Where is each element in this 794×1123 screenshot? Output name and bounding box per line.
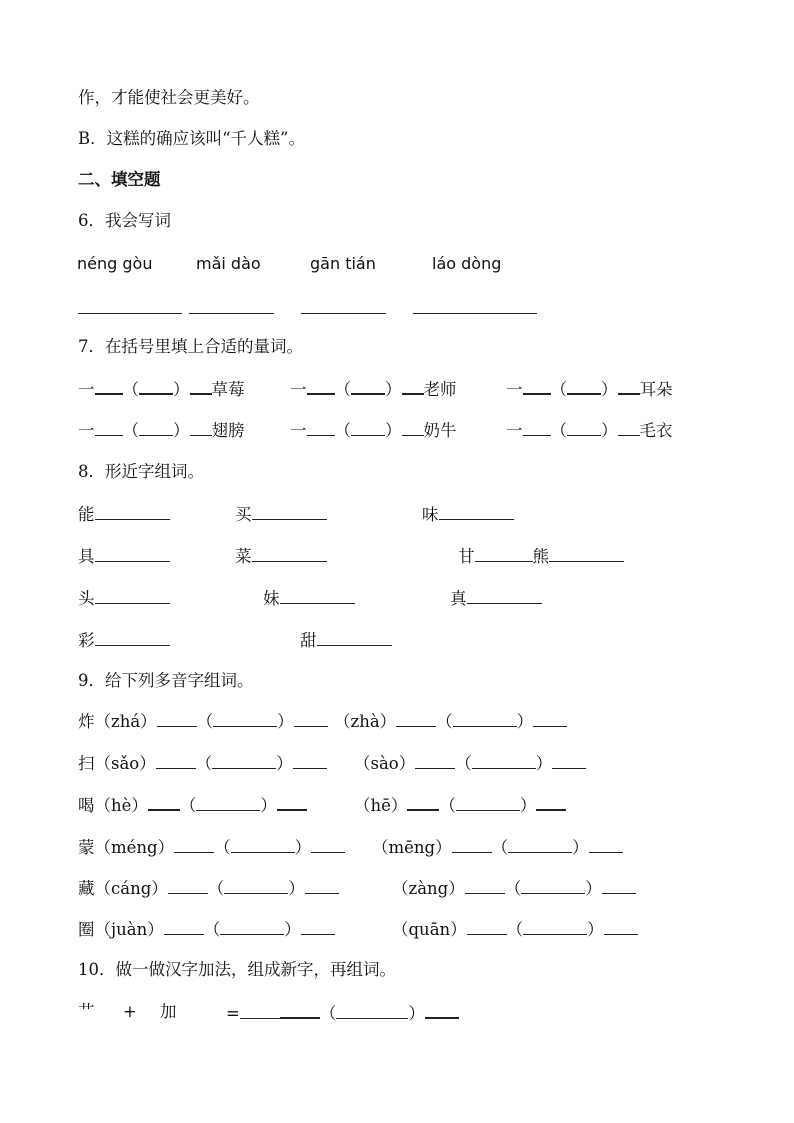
q9-blank[interactable] [407, 793, 439, 811]
q9-blank[interactable] [213, 710, 277, 727]
q10-answer: = （ ） [226, 1001, 459, 1025]
q9-blank[interactable] [533, 710, 567, 727]
q8-item: 妹 [263, 587, 355, 610]
q8-item: 能 [78, 503, 170, 526]
q10-title: 10．做一做汉字加法，组成新字，再组词。 [78, 960, 396, 979]
q7-blank[interactable] [95, 377, 123, 395]
q8-blank[interactable] [317, 629, 392, 646]
q10-plus: + [123, 1002, 137, 1021]
q9-blank[interactable] [293, 752, 327, 769]
q9-blank[interactable] [521, 877, 585, 894]
q8-item: 甘 熊 [458, 545, 624, 568]
q8-blank[interactable] [95, 545, 170, 562]
q9-blank[interactable] [301, 918, 335, 935]
q7-blank[interactable] [190, 419, 212, 436]
q9-blank[interactable] [231, 836, 295, 853]
q8-item: 真 [450, 587, 542, 610]
q8-blank[interactable] [95, 503, 170, 520]
q9-item: （zhà） （ ） [334, 710, 567, 733]
q9-blank[interactable] [168, 877, 208, 894]
section-title: 二、填空题 [78, 170, 161, 189]
q9-blank[interactable] [212, 752, 276, 769]
q8-blank[interactable] [95, 587, 170, 604]
q8-blank[interactable] [280, 587, 355, 604]
q9-blank[interactable] [467, 918, 507, 935]
q10-part2: 加 [160, 1002, 177, 1021]
q8-blank[interactable] [439, 503, 514, 520]
q9-blank[interactable] [604, 918, 638, 935]
q9-blank[interactable] [277, 793, 307, 811]
q9-blank[interactable] [156, 752, 196, 769]
q9-blank[interactable] [452, 836, 492, 853]
q9-blank[interactable] [157, 710, 197, 727]
q6-pinyin-2: mǎi dào [196, 254, 261, 273]
q9-blank[interactable] [148, 793, 180, 811]
q9-blank[interactable] [552, 752, 586, 769]
q10-blank[interactable] [280, 1001, 320, 1019]
q9-blank[interactable] [174, 836, 214, 853]
q9-item: 圈（juàn） （ ） [78, 918, 335, 941]
q9-item: （quān） （ ） [392, 918, 638, 941]
q9-item: 喝（hè） （ ） [78, 793, 307, 817]
q10-blank[interactable] [240, 1002, 280, 1019]
q7-item-3: 一 （ ） 耳朵 [506, 377, 673, 401]
q9-item: （hē） （ ） [354, 793, 566, 817]
continued-text: 作，才能使社会更美好。 [78, 88, 260, 107]
q8-blank[interactable] [252, 503, 327, 520]
q8-blank[interactable] [467, 587, 542, 604]
q7-title: 7．在括号里填上合适的量词。 [78, 337, 303, 356]
q7-blank[interactable] [139, 419, 173, 436]
q8-item: 彩 [78, 629, 170, 652]
q7-item-1: 一 （ ） 草莓 [78, 377, 245, 401]
q7-blank[interactable] [95, 419, 123, 436]
q9-blank[interactable] [224, 877, 288, 894]
q9-blank[interactable] [164, 918, 204, 935]
q9-blank[interactable] [294, 710, 328, 727]
q8-item: 甜 [300, 629, 392, 652]
q8-blank[interactable] [95, 629, 170, 646]
q7-blank[interactable] [190, 377, 212, 395]
q9-blank[interactable] [415, 752, 455, 769]
q7-blank[interactable] [567, 377, 601, 395]
q7-blank[interactable] [402, 377, 424, 395]
q9-blank[interactable] [311, 836, 345, 853]
q8-blank[interactable] [252, 545, 327, 562]
q6-pinyin-4: láo dòng [432, 254, 502, 273]
q6-title: 6．我会写词 [78, 211, 171, 230]
q9-item: （mēng） （ ） [372, 836, 623, 859]
q7-blank[interactable] [618, 419, 640, 436]
q9-blank[interactable] [508, 836, 572, 853]
q8-title: 8．形近字组词。 [78, 462, 204, 481]
q9-blank[interactable] [196, 794, 260, 811]
q8-blank[interactable] [549, 545, 624, 562]
q7-blank[interactable] [351, 377, 385, 395]
q9-blank[interactable] [523, 918, 587, 935]
q7-item-2: 一 （ ） 老师 [290, 377, 457, 401]
q8-item: 头 [78, 587, 170, 610]
q9-title: 9．给下列多音字组词。 [78, 671, 254, 690]
q7-blank[interactable] [402, 419, 424, 436]
q9-blank[interactable] [453, 710, 517, 727]
q7-item-5: 一 （ ） 奶牛 [290, 421, 457, 440]
q10-part1: 艹 [78, 1002, 95, 1021]
q9-item: 蒙（méng） （ ） [78, 836, 345, 859]
q9-item: （zàng） （ ） [392, 877, 636, 900]
q7-blank[interactable] [523, 419, 551, 436]
q7-blank[interactable] [567, 419, 601, 436]
q10-blank[interactable] [336, 1002, 408, 1019]
q8-item: 买 [235, 503, 327, 526]
q9-blank[interactable] [305, 877, 339, 894]
q9-blank[interactable] [472, 752, 536, 769]
q7-blank[interactable] [523, 377, 551, 395]
q8-item: 菜 [235, 545, 327, 568]
q9-blank[interactable] [602, 877, 636, 894]
q8-item: 味 [422, 503, 514, 526]
q6-answer-line-2[interactable] [189, 297, 274, 314]
q7-blank[interactable] [139, 377, 173, 395]
q10-blank[interactable] [425, 1001, 459, 1019]
q9-blank[interactable] [465, 877, 505, 894]
q7-blank[interactable] [618, 377, 640, 395]
option-b: B．这糕的确应该叫“千人糕”。 [78, 129, 305, 148]
q9-blank[interactable] [456, 794, 520, 811]
q9-blank[interactable] [536, 793, 566, 811]
q7-item-4: 一 （ ） 翅膀 [78, 421, 245, 440]
q9-blank[interactable] [220, 918, 284, 935]
q7-item-6: 一 （ ） 毛衣 [506, 421, 673, 440]
q8-item: 具 [78, 545, 170, 568]
q9-item: 扫（sǎo） （ ） [78, 752, 327, 775]
q9-blank[interactable] [589, 836, 623, 853]
q9-item: 藏（cáng） （ ） [78, 877, 339, 900]
q7-blank[interactable] [351, 419, 385, 436]
q8-blank[interactable] [475, 545, 533, 562]
q6-answer-line-3[interactable] [301, 297, 386, 314]
q7-blank[interactable] [307, 377, 335, 395]
q6-answer-line-4[interactable] [413, 297, 537, 314]
q6-pinyin-1: néng gòu [77, 254, 153, 273]
q9-blank[interactable] [396, 710, 436, 727]
q7-blank[interactable] [307, 419, 335, 436]
q6-answer-line-1[interactable] [78, 297, 182, 314]
q9-item: （sào） （ ） [354, 752, 586, 775]
q6-pinyin-3: gān tián [310, 254, 376, 273]
q9-item: 炸（zhá） （ ） [78, 710, 328, 733]
